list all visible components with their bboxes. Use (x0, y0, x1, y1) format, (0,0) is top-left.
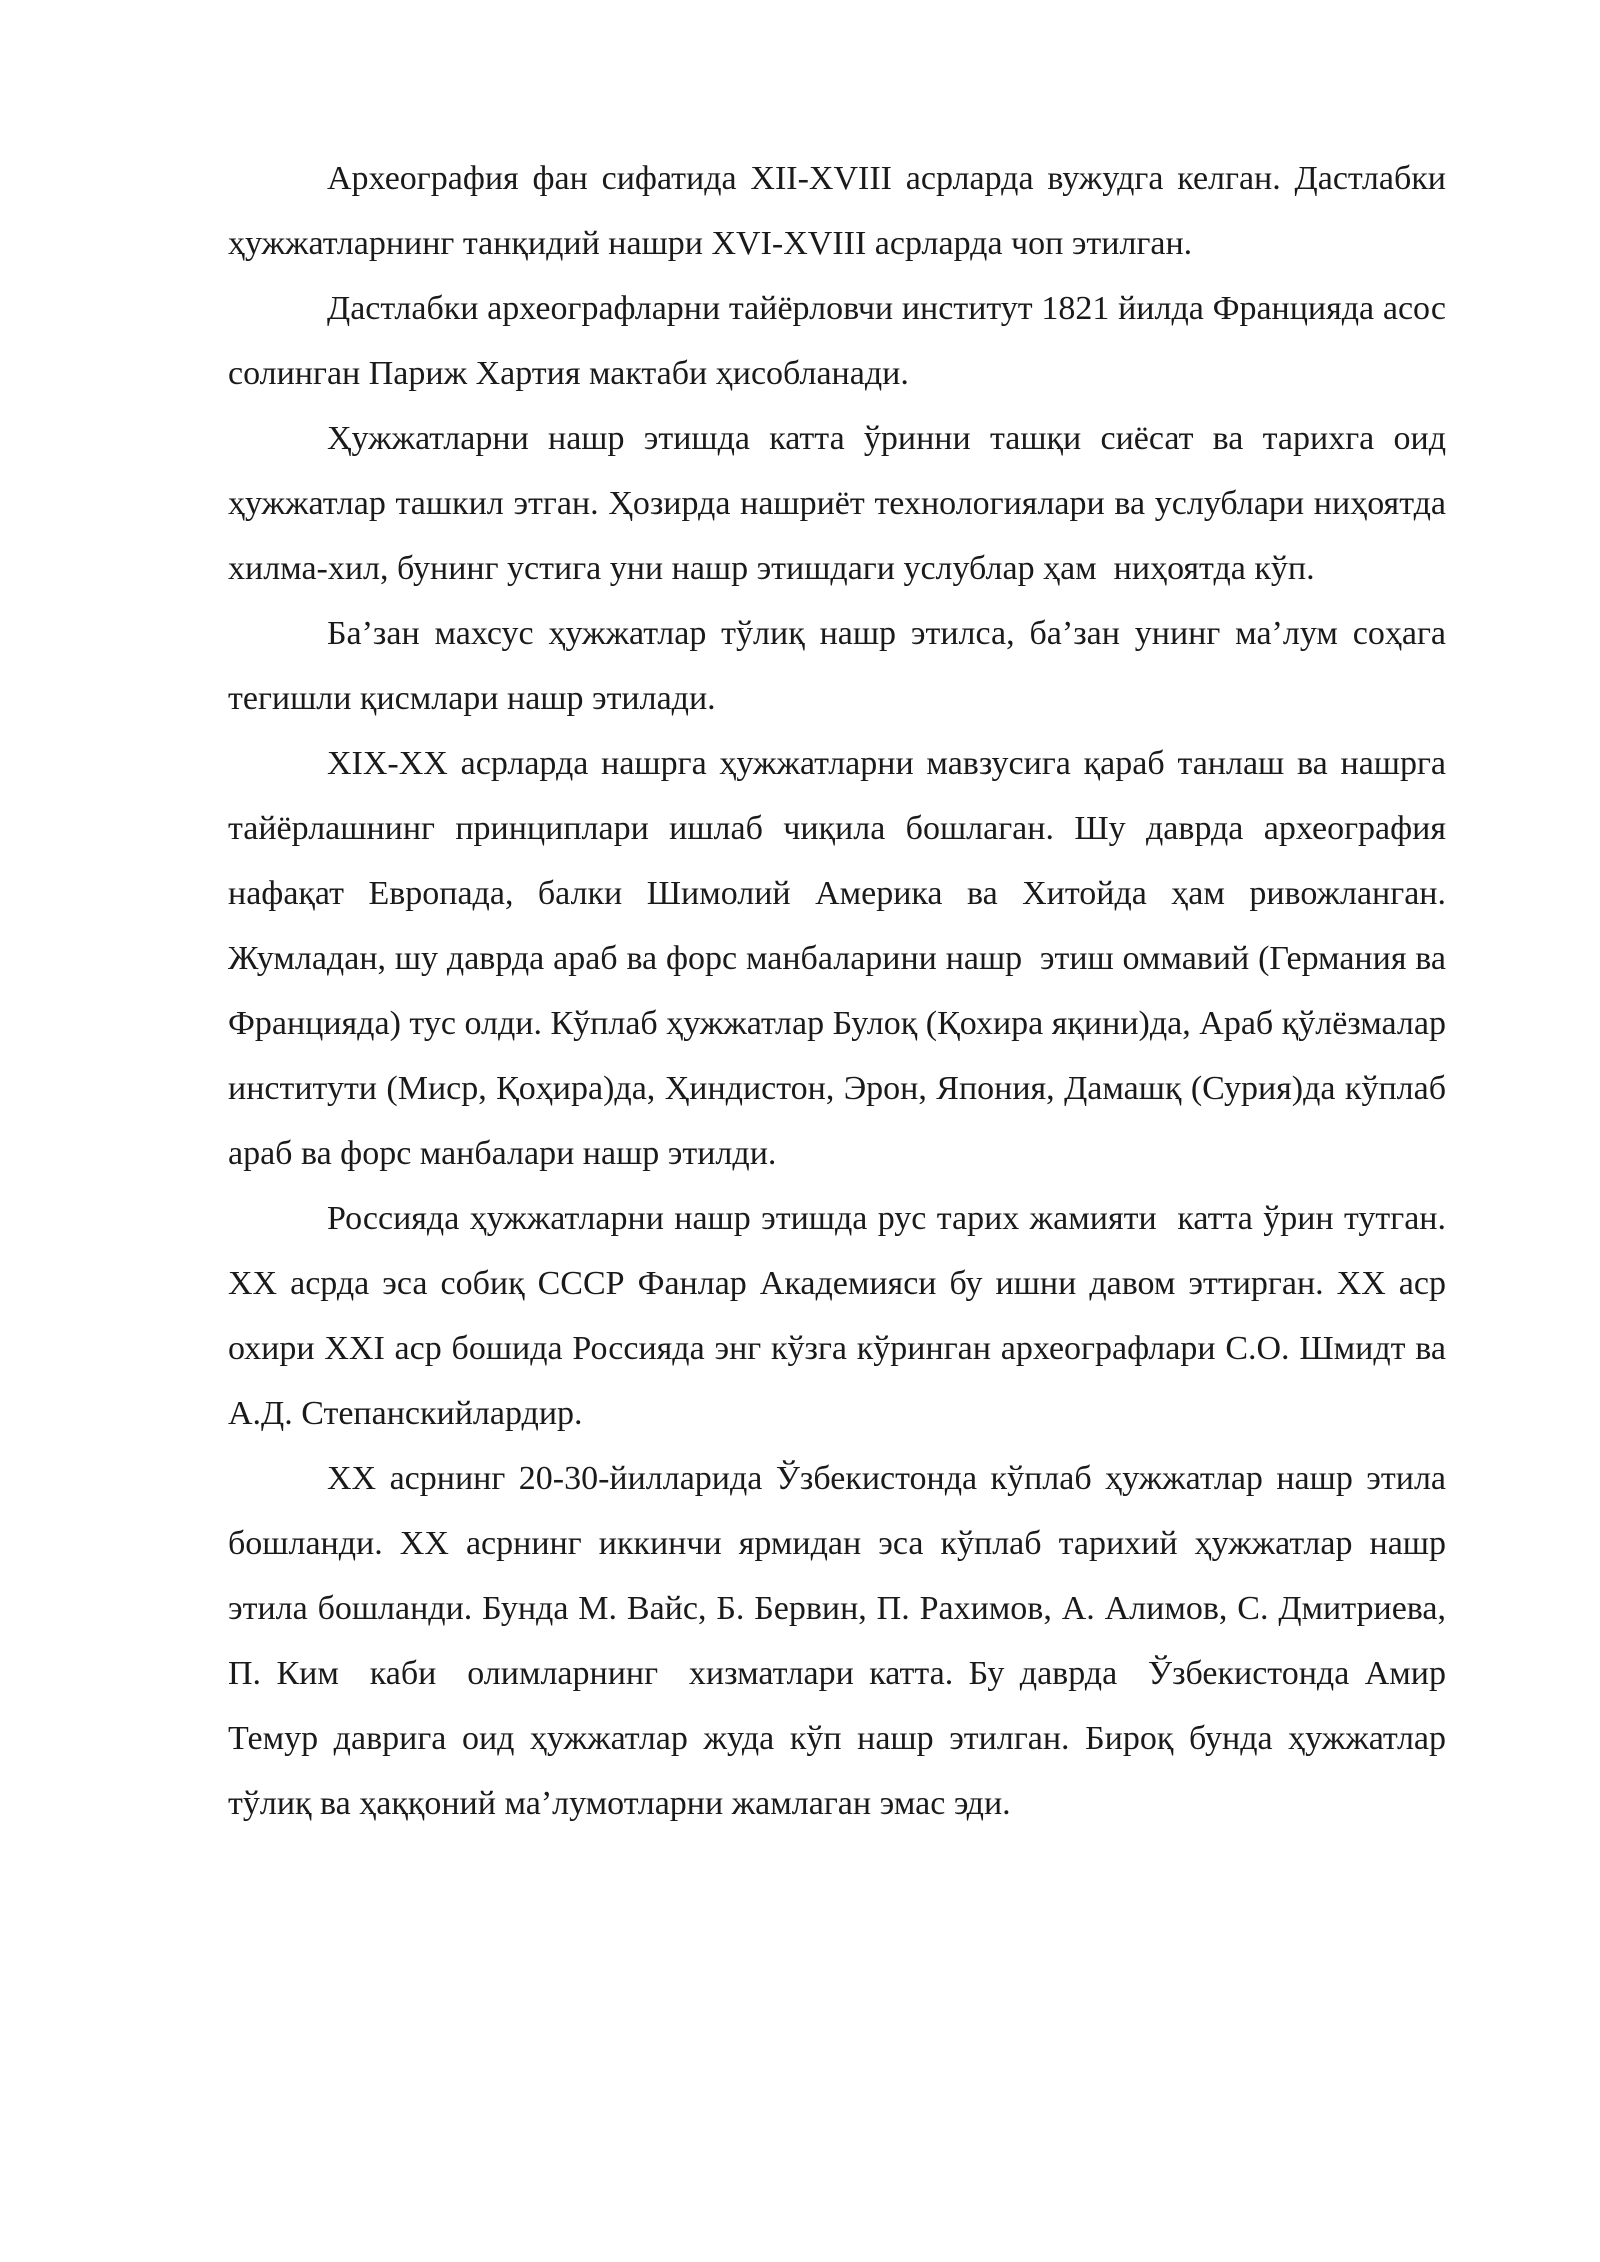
document-page (228, 146, 1463, 1836)
paragraph-3: Ҳужжатларни нашр этишда катта ўринни ташқи сиёсат ва тарихга оид ҳужжатлар ташкил этган. Ҳозирда нашриёт технологиялари ва услублари ниҳоятда хилма-хил, бунинг устига уни нашр этишдаги услублар ҳам ниҳоятда кўп. (228, 420, 1455, 587)
paragraph-2: Дастлабки археографларни тайёрловчи институт 1821 йилда Францияда асос солинган Париж Хартия мактаби ҳисобланади. (228, 290, 1455, 392)
paragraph-7: XX асрнинг 20-30-йилларида Ўзбекистонда кўплаб ҳужжатлар нашр этила бошланди. XX асрнинг иккинчи ярмидан эса кўплаб тарихий ҳужжатлар нашр этила бошланди. Бунда М. Вайс, Б. Бервин, П. Рахимов, А. Алимов, С. Дмитриева, П. Ким каби олимларнинг хизматлари катта. Бу даврда Ўзбекистонда Амир Темур даврига оид ҳужжатлар жуда кўп нашр этилган. Бироқ бунда ҳужжатлар тўлиқ ва ҳаққоний ма’лумотларни жамлаган эмас эди. (228, 1460, 1463, 1822)
paragraph-6: Россияда ҳужжатларни нашр этишда рус тарих жамияти катта ўрин тутган. XX асрда эса собиқ СССР Фанлар Академияси бу ишни давом эттирган. XX аср охири XXI аср бошида Россияда энг кўзга кўринган археографлари С.О. Шмидт ва А.Д. Степанскийлардир. (228, 1200, 1455, 1432)
paragraph-1: Археография фан сифатида XII-XVIII асрларда вужудга келган. Дастлабки ҳужжатларнинг танқидий нашри XVI-XVIII асрларда чоп этилган. (228, 160, 1455, 262)
paragraph-5: XIX-XX асрларда нашрга ҳужжатларни мавзусига қараб танлаш ва нашрга тайёрлашнинг принциплари ишлаб чиқила бошлаган. Шу даврда археография нафақат Европада, балки Шимолий Америка ва Хитойда ҳам ривожланган. Жумладан, шу даврда араб ва форс манбаларини нашр этиш оммавий (Германия ва Францияда) тус олди. Кўплаб ҳужжатлар Булоқ (Қохира яқини)да, Араб қўлёзмалар институти (Миср, Қоҳира)да, Ҳиндистон, Эрон, Япония, Дамашқ (Сурия)да кўплаб араб ва форс манбалари нашр этилди. (228, 745, 1455, 1172)
paragraph-4: Ба’зан махсус ҳужжатлар тўлиқ нашр этилса, ба’зан унинг ма’лум соҳага тегишли қисмлари нашр этилади. (228, 615, 1455, 717)
